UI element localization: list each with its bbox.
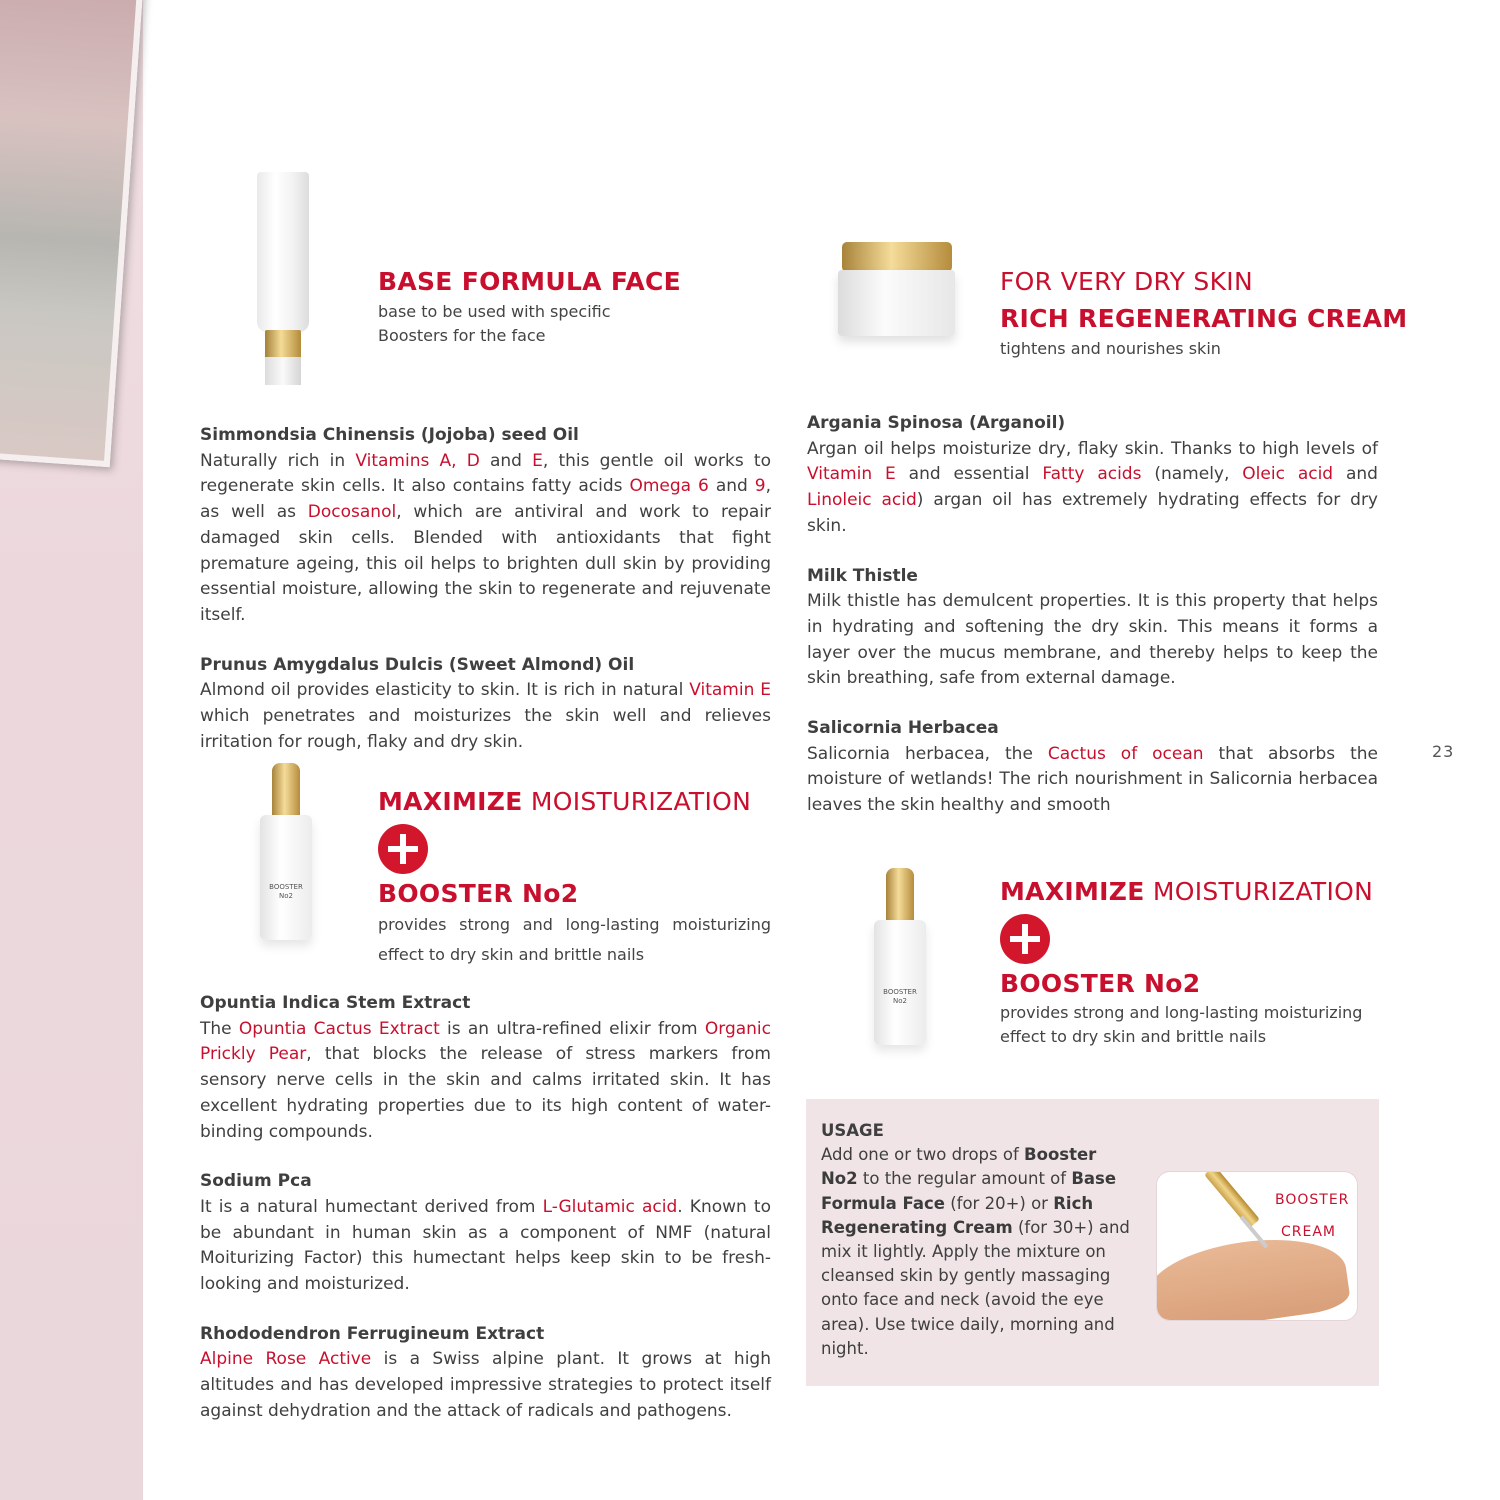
highlight-term: Oleic acid: [1242, 464, 1334, 485]
rich-cream-title: RICH REGENERATING CREAM: [1000, 304, 1408, 333]
booster-bottle-image: BOOSTER No2: [260, 763, 312, 943]
page-number: 23: [1432, 742, 1455, 761]
highlight-term: Vitamin E: [689, 680, 772, 701]
ingredient-name: Simmondsia Chinensis (Jojoba) seed Oil: [200, 425, 579, 445]
highlight-term: Fatty acids: [1042, 464, 1142, 485]
booster-bottle-image-right: BOOSTER No2: [874, 868, 926, 1048]
ingredient-list-left-1: [200, 423, 771, 755]
bold-term: Booster No2: [821, 1145, 1097, 1189]
ingredient-name: Opuntia Indica Stem Extract: [200, 993, 471, 1013]
ingredient-name: Milk Thistle: [807, 565, 918, 586]
ingredient-list-right: [807, 411, 1378, 819]
hand-illustration: [1156, 1228, 1352, 1321]
booster-title: BOOSTER No2: [378, 879, 579, 908]
ingredient-description: Milk thistle has demulcent properties. It is this property that helps in hydrating and softening the dry skin. This means it forms a layer over the mucus membrane, and thereby helps to keep the skin breathing, safe from external damage.: [807, 591, 1378, 689]
highlight-term: L-Glutamic acid: [542, 1196, 678, 1217]
ingredient-name: Prunus Amygdalus Dulcis (Sweet Almond) Oil: [200, 654, 635, 675]
ingredient-block: [200, 423, 771, 629]
maximize-moisturization-heading-right: MAXIMIZE MOISTURIZATION: [1000, 877, 1374, 906]
rich-cream-jar-image: [838, 242, 955, 338]
highlight-term: Opuntia Cactus Extract: [238, 1018, 440, 1039]
ingredient-block: [200, 1322, 771, 1425]
highlight-term: Linoleic acid: [807, 490, 917, 511]
booster-description-right: provides strong and long-lasting moisturizing effect to dry skin and brittle nails: [1000, 1003, 1363, 1046]
maximize-moisturization-heading: MAXIMIZE MOISTURIZATION: [378, 787, 752, 816]
highlight-term: E: [532, 450, 543, 471]
booster-title-right: BOOSTER No2: [1000, 969, 1201, 998]
usage-text: [821, 1119, 1131, 1361]
base-formula-title: BASE FORMULA FACE: [378, 267, 682, 296]
highlight-term: Vitamin E: [807, 464, 896, 485]
rich-cream-subtitle: tightens and nourishes skin: [1000, 339, 1221, 358]
ingredient-name: Rhododendron Ferrugineum Extract: [200, 1323, 545, 1344]
highlight-term: Docosanol: [307, 502, 397, 523]
bold-term: Base Formula Face: [821, 1169, 1117, 1213]
plus-icon-right: [1000, 914, 1050, 964]
ingredient-block: [200, 1169, 771, 1298]
bold-term: Rich Regenerating Cream: [821, 1193, 1094, 1237]
base-formula-tube-image: [257, 172, 309, 387]
usage-label-booster: BOOSTER: [1275, 1192, 1350, 1208]
base-formula-subtitle: base to be used with specific Boosters for the face: [378, 302, 611, 345]
ingredient-name: Argania Spinosa (Arganoil): [807, 413, 1066, 433]
ingredient-description: Almond oil provides elasticity to skin. It is rich in natural Vitamin E which penetrates and moisturizes the skin well and relieves irritation for rough, flaky and dry skin.: [200, 680, 772, 752]
ingredient-list-left-2: [200, 991, 771, 1425]
rich-cream-pretitle: FOR VERY DRY SKIN: [1000, 267, 1253, 296]
ingredient-description: The Opuntia Cactus Extract is an ultra-refined elixir from Organic Prickly Pear, that blocks the release of stress markers from sensory nerve cells in the skin and calms irritated skin. It has excellent hydrating properties due to its high content of water-binding compounds.: [200, 1018, 771, 1142]
ingredient-name: Sodium Pca: [200, 1171, 312, 1192]
ingredient-block: [807, 411, 1378, 540]
ingredient-block: [807, 716, 1378, 819]
ingredient-block: [807, 564, 1378, 693]
ingredient-description: It is a natural humectant derived from L-Glutamic acid. Known to be abundant in human skin as a component of NMF (natural Moiturizing Factor) this humectant helps keep skin to be fresh-looking and moisturized.: [200, 1196, 771, 1295]
highlight-term: 9: [754, 476, 766, 497]
ingredient-block: [200, 653, 771, 756]
plus-icon: [378, 824, 428, 874]
highlight-term: Organic Prickly Pear: [200, 1018, 771, 1065]
ingredient-block: [200, 991, 771, 1145]
background-strip: [0, 0, 143, 1500]
usage-illustration: [1156, 1171, 1358, 1321]
ingredient-description: Naturally rich in Vitamins A, D and E, this gentle oil works to regenerate skin cells. It also contains fatty acids Omega 6 and 9, as well as Docosanol, which are antiviral and work to repair damaged skin cells. Blended with antioxidants that fight premature ageing, this oil helps to brighten dull skin by providing essential moisture, allowing the skin to regenerate and rejuvenate itself.: [200, 450, 772, 625]
ingredient-name: Salicornia Herbacea: [807, 718, 999, 739]
booster-description: provides strong and long-lasting moisturizing effect to dry skin and brittle nails: [378, 915, 771, 964]
decorative-photo: [0, 0, 144, 467]
usage-label-cream: CREAM: [1281, 1224, 1337, 1240]
highlight-term: Cactus of ocean: [1047, 743, 1204, 764]
ingredient-description: Salicornia herbacea, the Cactus of ocean that absorbs the moisture of wetlands! The rich nourishment in Salicornia herbacea leaves the skin healthy and smooth: [807, 743, 1378, 816]
usage-instructions: Add one or two drops of Booster No2 to the regular amount of Base Formula Face (for 20+) or Rich Regenerating Cream (for 30+) and mix it lightly. Apply the mixture on cleansed skin by gently massaging onto face and neck (avoid the eye area). Use twice daily, morning and night.: [821, 1145, 1130, 1358]
dropper-icon: [1204, 1171, 1260, 1228]
ingredient-description: Alpine Rose Active is a Swiss alpine plant. It grows at high altitudes and has developed impressive strategies to protect itself against dehydration and the attack of radicals and pathogens.: [200, 1349, 771, 1421]
usage-heading: USAGE: [821, 1121, 884, 1140]
usage-box: [806, 1099, 1379, 1386]
highlight-term: Vitamins A, D: [355, 450, 480, 471]
highlight-term: Alpine Rose Active: [200, 1349, 372, 1370]
ingredient-description: Argan oil helps moisturize dry, flaky skin. Thanks to high levels of Vitamin E and essential Fatty acids (namely, Oleic acid and Linoleic acid) argan oil has extremely hydrating effects for dry skin.: [807, 438, 1378, 536]
highlight-term: Omega 6: [629, 476, 709, 497]
